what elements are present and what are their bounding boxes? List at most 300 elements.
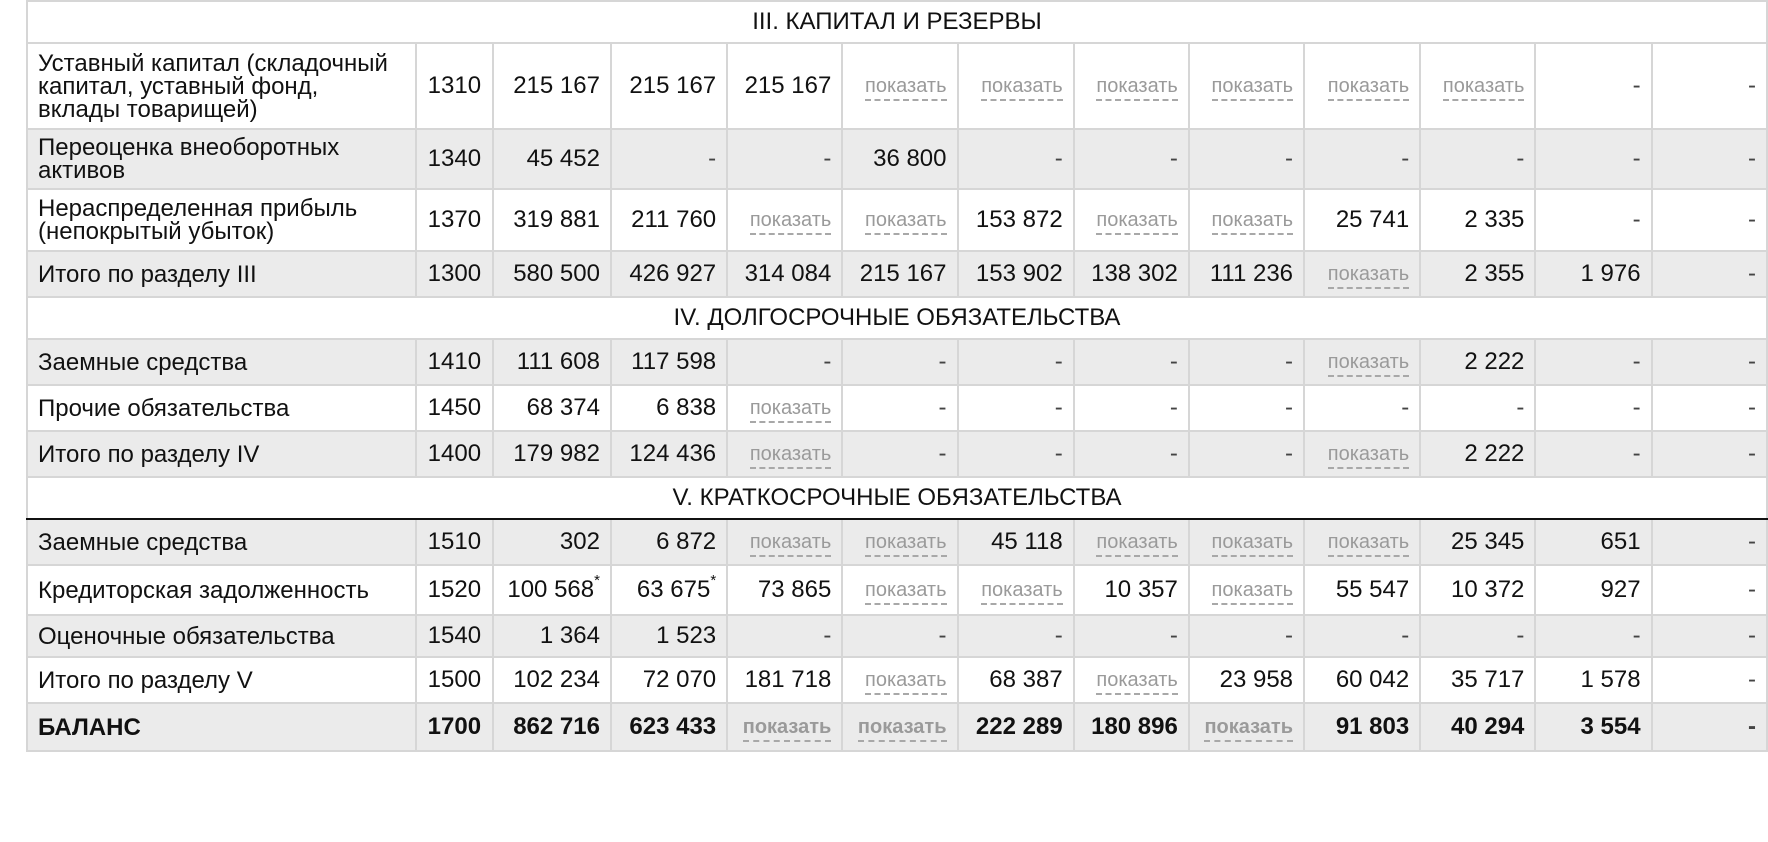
value-cell: [1652, 189, 1767, 251]
cell-value: 45 452: [526, 145, 600, 172]
value-cell: [958, 129, 1074, 189]
value-cell: [842, 339, 957, 385]
value-cell: [493, 251, 611, 297]
value-cell: [1420, 615, 1535, 657]
cell-value: 426 927: [629, 260, 717, 287]
section-title: IV. ДОЛГОСРОЧНЫЕ ОБЯЗАТЕЛЬСТВА: [27, 297, 1767, 339]
value-cell: [1074, 519, 1189, 565]
cell-value: 215 167: [744, 72, 832, 99]
value-cell: [1535, 657, 1651, 703]
table-row: [27, 565, 1767, 615]
empty-value: -: [1054, 440, 1063, 467]
value-cell: [1652, 519, 1767, 565]
value-cell: [1304, 339, 1420, 385]
show-value-link[interactable]: показать: [1212, 210, 1293, 235]
value-cell: [1074, 565, 1189, 615]
value-cell: [611, 565, 727, 615]
row-code: 1520: [416, 565, 493, 615]
empty-value: -: [1632, 348, 1641, 375]
show-value-link[interactable]: показать: [1096, 532, 1177, 557]
empty-value: -: [1632, 145, 1641, 172]
empty-value: -: [823, 145, 832, 172]
value-cell: [1420, 129, 1535, 189]
cell-value: 25 345: [1450, 528, 1525, 555]
empty-value: -: [1748, 576, 1756, 603]
row-label: Заемные средства: [27, 519, 416, 565]
empty-value: -: [1169, 622, 1178, 649]
table-row: [27, 385, 1767, 431]
value-cell: [727, 251, 842, 297]
row-label: Уставный капитал (складочный капитал, уставный фонд, вклады товарищей): [27, 43, 416, 129]
cell-value: 73 865: [757, 576, 832, 603]
value-cell: [1074, 431, 1189, 477]
value-cell: [1074, 615, 1189, 657]
show-value-link[interactable]: показать: [1443, 76, 1524, 101]
value-cell: [611, 519, 727, 565]
empty-value: -: [1401, 394, 1410, 421]
value-cell: [611, 43, 727, 129]
value-cell: [842, 703, 957, 751]
empty-value: -: [1748, 206, 1756, 233]
row-label: БАЛАНС: [27, 703, 416, 751]
cell-value: 1 364: [539, 622, 600, 649]
empty-value: -: [1748, 72, 1756, 99]
show-value-link[interactable]: показать: [865, 532, 946, 557]
value-cell: [1189, 129, 1304, 189]
value-cell: [958, 657, 1074, 703]
value-cell: [1074, 251, 1189, 297]
value-cell: [1420, 385, 1535, 431]
show-value-link[interactable]: показать: [865, 670, 946, 695]
cell-value: 302: [559, 528, 600, 555]
cell-value: 580 500: [513, 260, 600, 287]
value-cell: [1535, 339, 1651, 385]
empty-value: -: [1285, 440, 1294, 467]
value-cell: [1420, 43, 1535, 129]
empty-value: -: [1054, 622, 1063, 649]
value-cell: [727, 703, 842, 751]
cell-value: 651: [1600, 528, 1641, 555]
show-value-link[interactable]: показать: [750, 444, 831, 469]
row-code: 1700: [416, 703, 493, 751]
empty-value: -: [1748, 260, 1756, 287]
empty-value: -: [708, 145, 717, 172]
empty-value: -: [1401, 145, 1410, 172]
cell-value: 60 042: [1335, 666, 1410, 693]
value-cell: [958, 339, 1074, 385]
row-label: Итого по разделу IV: [27, 431, 416, 477]
cell-value: 623 433: [629, 713, 717, 740]
value-cell: [1420, 657, 1535, 703]
row-label: Кредиторская задолженность: [27, 565, 416, 615]
row-code: 1450: [416, 385, 493, 431]
value-cell: [493, 43, 611, 129]
show-value-link[interactable]: показать: [1212, 76, 1293, 101]
cell-value: 181 718: [744, 666, 832, 693]
empty-value: -: [1748, 666, 1756, 693]
cell-value: 68 387: [989, 666, 1063, 693]
value-cell: [1535, 615, 1651, 657]
value-cell: [1189, 43, 1304, 129]
value-cell: [611, 657, 727, 703]
value-cell: [1189, 339, 1304, 385]
cell-value: 319 881: [513, 206, 600, 233]
row-code: 1410: [416, 339, 493, 385]
cell-value: 72 070: [642, 666, 717, 693]
value-cell: [1189, 431, 1304, 477]
value-cell: [493, 657, 611, 703]
value-cell: [1074, 43, 1189, 129]
empty-value: -: [1748, 528, 1756, 555]
table-row: [27, 339, 1767, 385]
empty-value: -: [1632, 394, 1641, 421]
value-cell: [1189, 565, 1304, 615]
value-cell: [1652, 657, 1767, 703]
cell-value: 179 982: [513, 440, 600, 467]
section-title: III. КАПИТАЛ И РЕЗЕРВЫ: [27, 1, 1767, 43]
show-value-link[interactable]: показать: [1328, 76, 1409, 101]
empty-value: -: [938, 348, 947, 375]
cell-value: 25 741: [1335, 206, 1410, 233]
value-cell: [727, 431, 842, 477]
value-cell: [493, 339, 611, 385]
value-cell: [1304, 565, 1420, 615]
value-cell: [727, 339, 842, 385]
value-cell: [1420, 189, 1535, 251]
empty-value: -: [1516, 394, 1525, 421]
value-cell: [842, 565, 957, 615]
show-value-link[interactable]: показать: [1212, 580, 1293, 605]
cell-value: 138 302: [1091, 260, 1178, 287]
value-cell: [611, 129, 727, 189]
value-cell: [1652, 703, 1767, 751]
value-cell: [611, 339, 727, 385]
balance-table-container: [26, 0, 1768, 842]
value-cell: [1652, 565, 1767, 615]
show-value-link[interactable]: показать: [1204, 717, 1293, 742]
section-title: V. КРАТКОСРОЧНЫЕ ОБЯЗАТЕЛЬСТВА: [27, 477, 1767, 519]
table-row: [27, 251, 1767, 297]
value-cell: [1189, 385, 1304, 431]
value-cell: [727, 189, 842, 251]
cell-value: 117 598: [631, 348, 717, 375]
value-cell: [842, 129, 957, 189]
value-cell: [842, 385, 957, 431]
show-value-link[interactable]: показать: [1096, 670, 1177, 695]
value-cell: [493, 703, 611, 751]
value-cell: [493, 385, 611, 431]
value-cell: [958, 565, 1074, 615]
section-header-row: [27, 477, 1767, 519]
value-cell: [842, 189, 957, 251]
value-cell: [1420, 519, 1535, 565]
footnote-marker: *: [594, 572, 600, 589]
cell-value: 180 896: [1091, 713, 1178, 740]
value-cell: [1535, 189, 1651, 251]
value-cell: [1535, 519, 1651, 565]
show-value-link[interactable]: показать: [1096, 76, 1177, 101]
table-row: [27, 43, 1767, 129]
value-cell: [1304, 385, 1420, 431]
value-cell: [611, 385, 727, 431]
value-cell: [1535, 129, 1651, 189]
table-row: [27, 703, 1767, 751]
value-cell: [842, 43, 957, 129]
table-row: [27, 657, 1767, 703]
empty-value: -: [938, 622, 947, 649]
cell-value: 63 675: [636, 576, 711, 603]
value-cell: [1189, 657, 1304, 703]
show-value-link[interactable]: показать: [1212, 532, 1293, 557]
empty-value: -: [1748, 348, 1756, 375]
value-cell: [958, 43, 1074, 129]
value-cell: [1304, 657, 1420, 703]
empty-value: -: [1285, 394, 1294, 421]
value-cell: [1189, 615, 1304, 657]
row-label: Переоценка внеоборотных активов: [27, 129, 416, 189]
empty-value: -: [1169, 394, 1178, 421]
empty-value: -: [1285, 348, 1294, 375]
value-cell: [958, 431, 1074, 477]
value-cell: [1420, 251, 1535, 297]
empty-value: -: [1169, 440, 1178, 467]
value-cell: [958, 519, 1074, 565]
value-cell: [727, 385, 842, 431]
value-cell: [842, 251, 957, 297]
value-cell: [1304, 43, 1420, 129]
cell-value: 36 800: [873, 145, 947, 172]
row-code: 1540: [416, 615, 493, 657]
value-cell: [1535, 251, 1651, 297]
value-cell: [1652, 615, 1767, 657]
empty-value: -: [1054, 145, 1063, 172]
cell-value: 862 716: [513, 713, 600, 740]
cell-value: 45 118: [991, 528, 1063, 555]
value-cell: [1074, 703, 1189, 751]
value-cell: [1189, 703, 1304, 751]
show-value-link[interactable]: показать: [1328, 264, 1409, 289]
value-cell: [611, 703, 727, 751]
empty-value: -: [1748, 440, 1756, 467]
cell-value: 1 578: [1580, 666, 1641, 693]
empty-value: -: [1632, 72, 1641, 99]
show-value-link[interactable]: показать: [750, 532, 831, 557]
cell-value: 6 872: [656, 528, 717, 555]
cell-value: 314 084: [744, 260, 832, 287]
row-code: 1510: [416, 519, 493, 565]
value-cell: [727, 657, 842, 703]
value-cell: [1304, 703, 1420, 751]
value-cell: [1304, 129, 1420, 189]
value-cell: [1535, 385, 1651, 431]
value-cell: [1652, 43, 1767, 129]
cell-value: 102 234: [513, 666, 600, 693]
cell-value: 215 167: [859, 260, 947, 287]
value-cell: [1652, 339, 1767, 385]
value-cell: [1189, 189, 1304, 251]
cell-value: 927: [1600, 576, 1641, 603]
show-value-link[interactable]: показать: [1096, 210, 1177, 235]
value-cell: [1535, 565, 1651, 615]
row-code: 1340: [416, 129, 493, 189]
cell-value: 2 335: [1464, 206, 1525, 233]
cell-value: 68 374: [526, 394, 600, 421]
value-cell: [1074, 657, 1189, 703]
empty-value: -: [1169, 145, 1178, 172]
empty-value: -: [1516, 622, 1525, 649]
cell-value: 153 872: [975, 206, 1063, 233]
table-row: [27, 431, 1767, 477]
value-cell: [958, 251, 1074, 297]
value-cell: [611, 251, 727, 297]
cell-value: 10 372: [1450, 576, 1525, 603]
value-cell: [1420, 339, 1535, 385]
value-cell: [1074, 339, 1189, 385]
row-label: Прочие обязательства: [27, 385, 416, 431]
value-cell: [1652, 385, 1767, 431]
value-cell: [1420, 431, 1535, 477]
cell-value: 2 355: [1464, 260, 1525, 287]
empty-value: -: [1748, 713, 1756, 740]
row-code: 1300: [416, 251, 493, 297]
cell-value: 222 289: [975, 713, 1063, 740]
value-cell: [1652, 431, 1767, 477]
value-cell: [1074, 385, 1189, 431]
show-value-link[interactable]: показать: [1328, 444, 1409, 469]
empty-value: -: [1632, 622, 1641, 649]
cell-value: 91 803: [1335, 713, 1410, 740]
show-value-link[interactable]: показать: [865, 210, 946, 235]
value-cell: [493, 615, 611, 657]
row-code: 1370: [416, 189, 493, 251]
value-cell: [493, 519, 611, 565]
empty-value: -: [1748, 394, 1756, 421]
empty-value: -: [938, 394, 947, 421]
show-value-link[interactable]: показать: [865, 76, 946, 101]
cell-value: 2 222: [1464, 440, 1525, 467]
section-header-row: [27, 297, 1767, 339]
cell-value: 35 717: [1450, 666, 1525, 693]
value-cell: [1304, 431, 1420, 477]
row-label: Заемные средства: [27, 339, 416, 385]
value-cell: [611, 615, 727, 657]
value-cell: [611, 431, 727, 477]
table-row: [27, 189, 1767, 251]
value-cell: [842, 431, 957, 477]
cell-value: 23 958: [1219, 666, 1294, 693]
value-cell: [727, 43, 842, 129]
cell-value: 100 568: [507, 576, 595, 603]
value-cell: [1304, 615, 1420, 657]
empty-value: -: [1632, 206, 1641, 233]
value-cell: [611, 189, 727, 251]
value-cell: [1535, 431, 1651, 477]
show-value-link[interactable]: показать: [750, 210, 831, 235]
cell-value: 3 554: [1580, 713, 1641, 740]
empty-value: -: [1516, 145, 1525, 172]
cell-value: 1 523: [656, 622, 717, 649]
value-cell: [493, 189, 611, 251]
value-cell: [727, 615, 842, 657]
cell-value: 40 294: [1450, 713, 1525, 740]
value-cell: [842, 657, 957, 703]
empty-value: -: [938, 440, 947, 467]
show-value-link[interactable]: показать: [981, 580, 1062, 605]
empty-value: -: [1401, 622, 1410, 649]
row-code: 1310: [416, 43, 493, 129]
balance-sheet-table: [26, 0, 1768, 752]
value-cell: [1535, 43, 1651, 129]
row-label: Итого по разделу V: [27, 657, 416, 703]
value-cell: [1189, 519, 1304, 565]
row-code: 1500: [416, 657, 493, 703]
value-cell: [727, 565, 842, 615]
cell-value: 153 902: [975, 260, 1063, 287]
empty-value: -: [1632, 440, 1641, 467]
value-cell: [1074, 189, 1189, 251]
show-value-link[interactable]: показать: [981, 76, 1062, 101]
cell-value: 10 357: [1104, 576, 1178, 603]
cell-value: 211 760: [631, 206, 717, 233]
cell-value: 6 838: [656, 394, 717, 421]
value-cell: [1420, 703, 1535, 751]
row-code: 1400: [416, 431, 493, 477]
section-header-row: [27, 1, 1767, 43]
cell-value: 215 167: [629, 72, 717, 99]
show-value-link[interactable]: показать: [865, 580, 946, 605]
show-value-link[interactable]: показать: [1328, 352, 1409, 377]
value-cell: [958, 615, 1074, 657]
empty-value: -: [1748, 145, 1756, 172]
empty-value: -: [823, 348, 832, 375]
value-cell: [958, 703, 1074, 751]
value-cell: [1420, 565, 1535, 615]
show-value-link[interactable]: показать: [858, 717, 947, 742]
empty-value: -: [1285, 145, 1294, 172]
row-label: Итого по разделу III: [27, 251, 416, 297]
value-cell: [842, 615, 957, 657]
show-value-link[interactable]: показать: [750, 398, 831, 423]
cell-value: 215 167: [513, 72, 600, 99]
value-cell: [727, 519, 842, 565]
table-row: [27, 615, 1767, 657]
value-cell: [1304, 251, 1420, 297]
cell-value: 111 608: [516, 348, 600, 375]
value-cell: [1652, 129, 1767, 189]
value-cell: [727, 129, 842, 189]
empty-value: -: [1748, 622, 1756, 649]
cell-value: 1 976: [1580, 260, 1641, 287]
table-row: [27, 129, 1767, 189]
value-cell: [493, 431, 611, 477]
cell-value: 2 222: [1464, 348, 1525, 375]
value-cell: [493, 565, 611, 615]
empty-value: -: [1285, 622, 1294, 649]
show-value-link[interactable]: показать: [743, 717, 832, 742]
row-label: Нераспределенная прибыль (непокрытый убыток): [27, 189, 416, 251]
table-row: [27, 519, 1767, 565]
cell-value: 111 236: [1209, 260, 1294, 287]
row-label: Оценочные обязательства: [27, 615, 416, 657]
empty-value: -: [1054, 348, 1063, 375]
value-cell: [1535, 703, 1651, 751]
value-cell: [1304, 519, 1420, 565]
empty-value: -: [1054, 394, 1063, 421]
cell-value: 55 547: [1335, 576, 1410, 603]
footnote-marker: *: [710, 572, 717, 589]
value-cell: [1652, 251, 1767, 297]
show-value-link[interactable]: показать: [1328, 532, 1409, 557]
